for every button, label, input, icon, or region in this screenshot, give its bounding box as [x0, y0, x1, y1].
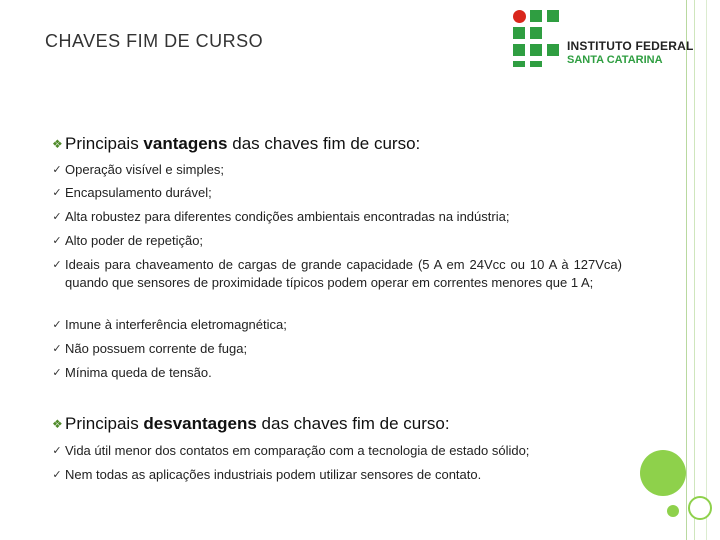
heading-text: Principais desvantagens das chaves fim de curso:	[65, 414, 450, 433]
section-heading-advantages	[52, 134, 622, 154]
checkmark-icon: ✓	[52, 235, 62, 247]
logo-square	[530, 61, 542, 67]
list-item: ✓ Imune à interferência eletromagnética;	[52, 317, 287, 332]
decorative-circle	[688, 496, 712, 520]
logo-square	[530, 44, 542, 56]
list-item: ✓ Vida útil menor dos contatos em comparação com a tecnologia de estado sólido;	[52, 443, 530, 458]
logo-red-dot	[513, 10, 526, 23]
list-item: ✓ Mínima queda de tensão.	[52, 365, 212, 380]
logo-square	[513, 61, 525, 67]
section-heading-disadvantages	[52, 414, 622, 434]
diamond-bullet-icon: ❖	[52, 137, 63, 151]
list-item: ✓ Alto poder de repetição;	[52, 233, 204, 248]
slide-title: CHAVES FIM DE CURSO	[45, 31, 264, 51]
checkmark-icon: ✓	[52, 469, 62, 481]
checkmark-icon: ✓	[52, 164, 62, 176]
checkmark-icon: ✓	[52, 211, 62, 223]
list-item: ✓ Operação visível e simples;	[52, 162, 224, 177]
checkmark-icon: ✓	[52, 187, 62, 199]
decorative-line	[686, 0, 687, 540]
checkmark-icon: ✓	[52, 259, 62, 271]
checkmark-icon: ✓	[52, 367, 62, 379]
logo-square	[530, 10, 542, 22]
list-item: ✓ Encapsulamento durável;	[52, 185, 212, 200]
decorative-line	[706, 0, 707, 540]
decorative-circle	[667, 505, 679, 517]
diamond-bullet-icon: ❖	[52, 417, 63, 431]
checkmark-icon: ✓	[52, 343, 62, 355]
logo-text	[567, 39, 694, 66]
logo-square	[513, 27, 525, 39]
list-item: ✓ Nem todas as aplicações industriais podem utilizar sensores de contato.	[52, 467, 482, 482]
logo-square	[547, 10, 559, 22]
checkmark-icon: ✓	[52, 445, 62, 457]
checkmark-icon: ✓	[52, 319, 62, 331]
heading-text: Principais vantagens das chaves fim de curso:	[65, 134, 421, 153]
logo-line-2: SANTA CATARINA	[567, 54, 663, 66]
logo-square	[530, 27, 542, 39]
logo-line-1: INSTITUTO FEDERAL	[567, 39, 694, 53]
decorative-line	[694, 0, 695, 540]
decorative-circle	[640, 450, 686, 496]
list-item: ✓ Ideais para chaveamento de cargas de grande capacidade (5 A em 24Vcc ou 10 A à 127Vca) quando que sensores de proximidade típicos podem operar em correntes menores que 1 A;	[52, 257, 622, 290]
list-item: ✓ Não possuem corrente de fuga;	[52, 341, 248, 356]
logo-square	[513, 44, 525, 56]
institution-logo	[510, 8, 694, 68]
list-item: ✓ Alta robustez para diferentes condições ambientais encontradas na indústria;	[52, 209, 510, 224]
logo-square	[547, 44, 559, 56]
